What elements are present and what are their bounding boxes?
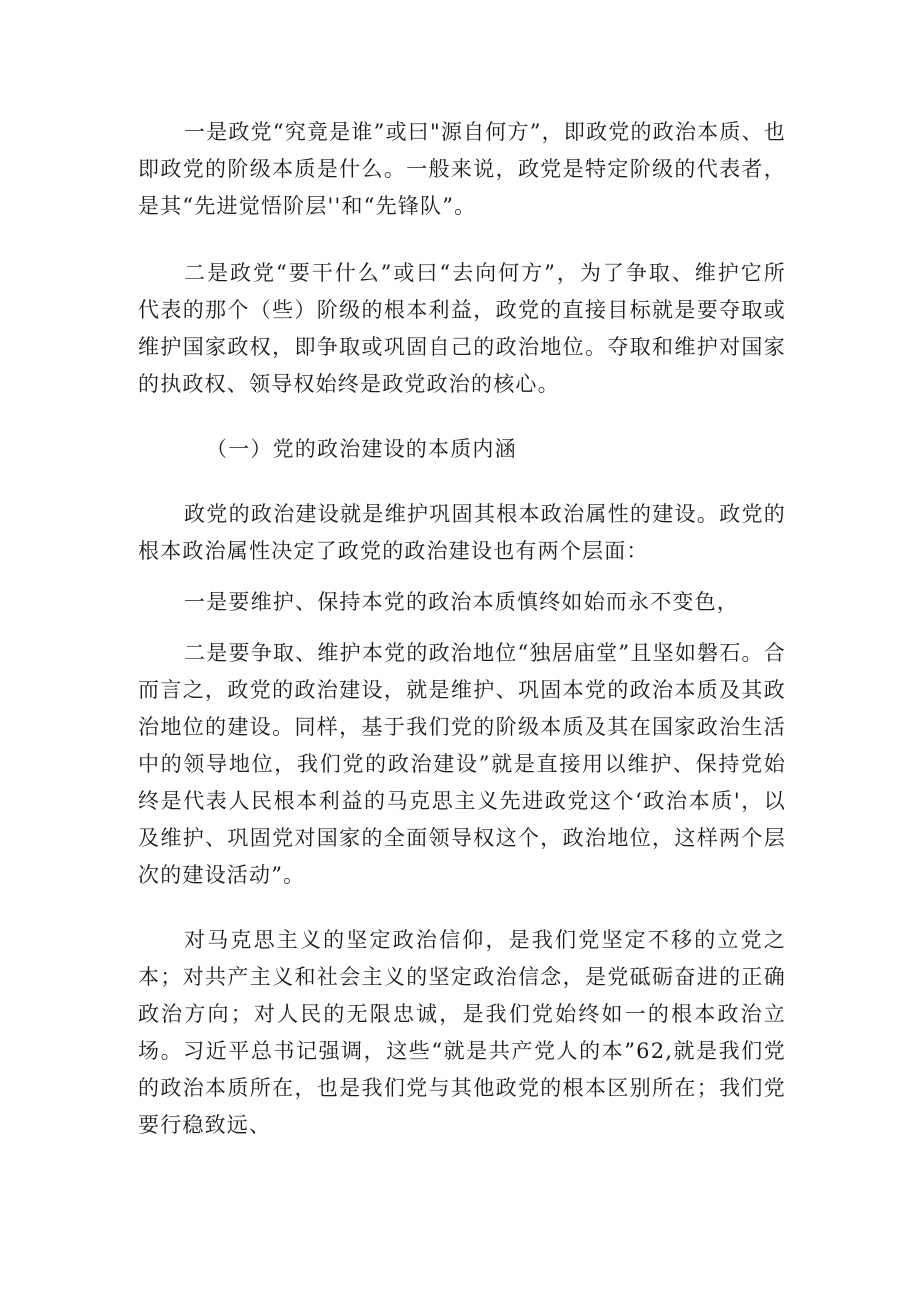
section-heading: （一）党的政治建设的本质内涵 bbox=[206, 437, 517, 461]
paragraph-political-goal: 二是政党“要干什么”或曰“去向何方”，为了争取、维护它所代表的那个（些）阶级的根本利益，政党的直接目标就是要夺取或维护国家政权，即争取或巩固自己的政治地位。夺取和维护对国家的执政权、领导权始终是政党政治的核心。 bbox=[138, 261, 786, 396]
paragraph-political-nature: 一是政党“究竟是谁”或曰"源自何方”，即政党的政治本质、也即政党的阶级本质是什么。一般来说，政党是特定阶级的代表者，是其“先进觉悟阶层''和“先锋队”。 bbox=[138, 120, 786, 218]
paragraph-marxism-belief: 对马克思主义的坚定政治信仰，是我们党坚定不移的立党之本；对共产主义和社会主义的坚定政治信念，是党砥砺奋进的正确政治方向；对人民的无限忠诚，是我们党始终如一的根本政治立场。习近平总书记强调，这些“就是共产党人的本”62,就是我们党的政治本质所在，也是我们党与其他政党的根本区别所在；我们党要行稳致远、 bbox=[138, 928, 786, 1137]
paragraph-level-two: 二是要争取、维护本党的政治地位“独居庙堂”且坚如磐石。合而言之，政党的政治建设，就是维护、巩固本党的政治本质及其政治地位的建设。同样，基于我们党的阶级本质及其在国家政治生活中的领导地位，我们党的政治建设”就是直接用以维护、保持党始终是代表人民根本利益的马克思主义先进政党这个‘政治本质'，以及维护、巩固党对国家的全面领导权这个，政治地位，这样两个层次的建设活动”。 bbox=[138, 641, 786, 887]
paragraph-political-construction: 政党的政治建设就是维护巩固其根本政治属性的建设。政党的根本政治属性决定了政党的政治建设也有两个层面： bbox=[138, 502, 786, 563]
document-body bbox=[138, 114, 786, 1144]
paragraph-level-one: 一是要维护、保持本党的政治本质慎终如始而永不变色， bbox=[184, 590, 739, 614]
